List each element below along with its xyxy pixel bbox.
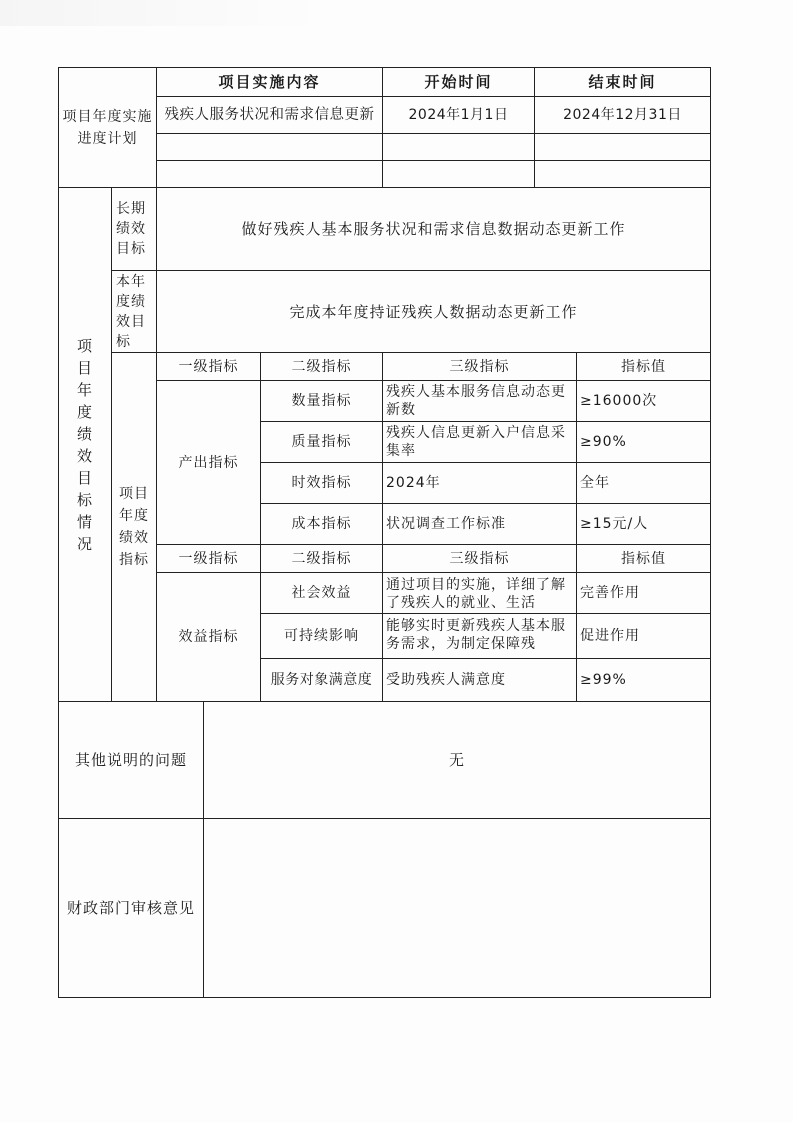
plan-row-content <box>156 160 383 188</box>
long-term-goal-text: 做好残疾人基本服务状况和需求信息数据动态更新工作 <box>156 187 711 271</box>
indicator-l3: 状况调查工作标准 <box>382 503 577 545</box>
finance-review-label: 财政部门审核意见 <box>58 818 204 998</box>
col-header-value: 指标值 <box>576 544 711 573</box>
plan-row-end: 2024年12月31日 <box>534 96 711 134</box>
indicator-value: ≥99% <box>576 658 711 702</box>
indicators-label: 项目年度绩效指标 <box>111 352 157 702</box>
indicator-l3: 2024年 <box>382 462 577 504</box>
output-group-name: 产出指标 <box>156 380 261 545</box>
scan-noise <box>0 0 330 26</box>
indicator-value: ≥16000次 <box>576 380 711 422</box>
indicator-l2: 社会效益 <box>260 572 383 614</box>
annual-goal-text: 完成本年度持证残疾人数据动态更新工作 <box>156 270 711 353</box>
indicator-value: 全年 <box>576 462 711 504</box>
indicator-l2: 服务对象满意度 <box>260 658 383 702</box>
col-header-l3: 三级指标 <box>382 544 577 573</box>
indicator-value: 促进作用 <box>576 613 711 659</box>
plan-header-content: 项目实施内容 <box>156 67 383 97</box>
col-header-l2: 二级指标 <box>260 352 383 381</box>
col-header-l1: 一级指标 <box>156 544 261 573</box>
indicator-l3: 能够实时更新残疾人基本服务需求，为制定保障残 <box>382 613 577 659</box>
other-notes-label: 其他说明的问题 <box>58 701 204 819</box>
indicator-l3: 残疾人信息更新入户信息采集率 <box>382 421 577 463</box>
plan-label: 项目年度实施进度计划 <box>58 67 157 188</box>
plan-row-end <box>534 133 711 161</box>
col-header-l1: 一级指标 <box>156 352 261 381</box>
plan-header-start: 开始时间 <box>382 67 535 97</box>
indicator-l2: 可持续影响 <box>260 613 383 659</box>
plan-row-content: 残疾人服务状况和需求信息更新 <box>156 96 383 134</box>
indicator-l3: 受助残疾人满意度 <box>382 658 577 702</box>
indicator-l2: 成本指标 <box>260 503 383 545</box>
indicator-l2: 时效指标 <box>260 462 383 504</box>
col-header-value: 指标值 <box>576 352 711 381</box>
indicator-l3: 残疾人基本服务信息动态更新数 <box>382 380 577 422</box>
plan-header-end: 结束时间 <box>534 67 711 97</box>
goals-section-label: 项目年度绩效目标情况 <box>58 187 112 702</box>
other-notes-value: 无 <box>203 701 711 819</box>
indicator-value: ≥90% <box>576 421 711 463</box>
finance-review-value <box>203 818 711 998</box>
plan-row-start <box>382 160 535 188</box>
plan-row-end <box>534 160 711 188</box>
plan-row-start: 2024年1月1日 <box>382 96 535 134</box>
indicator-value: ≥15元/人 <box>576 503 711 545</box>
plan-row-start <box>382 133 535 161</box>
col-header-l3: 三级指标 <box>382 352 577 381</box>
indicator-l2: 数量指标 <box>260 380 383 422</box>
indicator-value: 完善作用 <box>576 572 711 614</box>
benefit-group-name: 效益指标 <box>156 572 261 702</box>
plan-row-content <box>156 133 383 161</box>
annual-goal-label: 本年度绩效目标 <box>111 270 157 353</box>
indicator-l3: 通过项目的实施，详细了解了残疾人的就业、生活 <box>382 572 577 614</box>
long-term-goal-label: 长期绩效目标 <box>111 187 157 271</box>
col-header-l2: 二级指标 <box>260 544 383 573</box>
indicator-l2: 质量指标 <box>260 421 383 463</box>
